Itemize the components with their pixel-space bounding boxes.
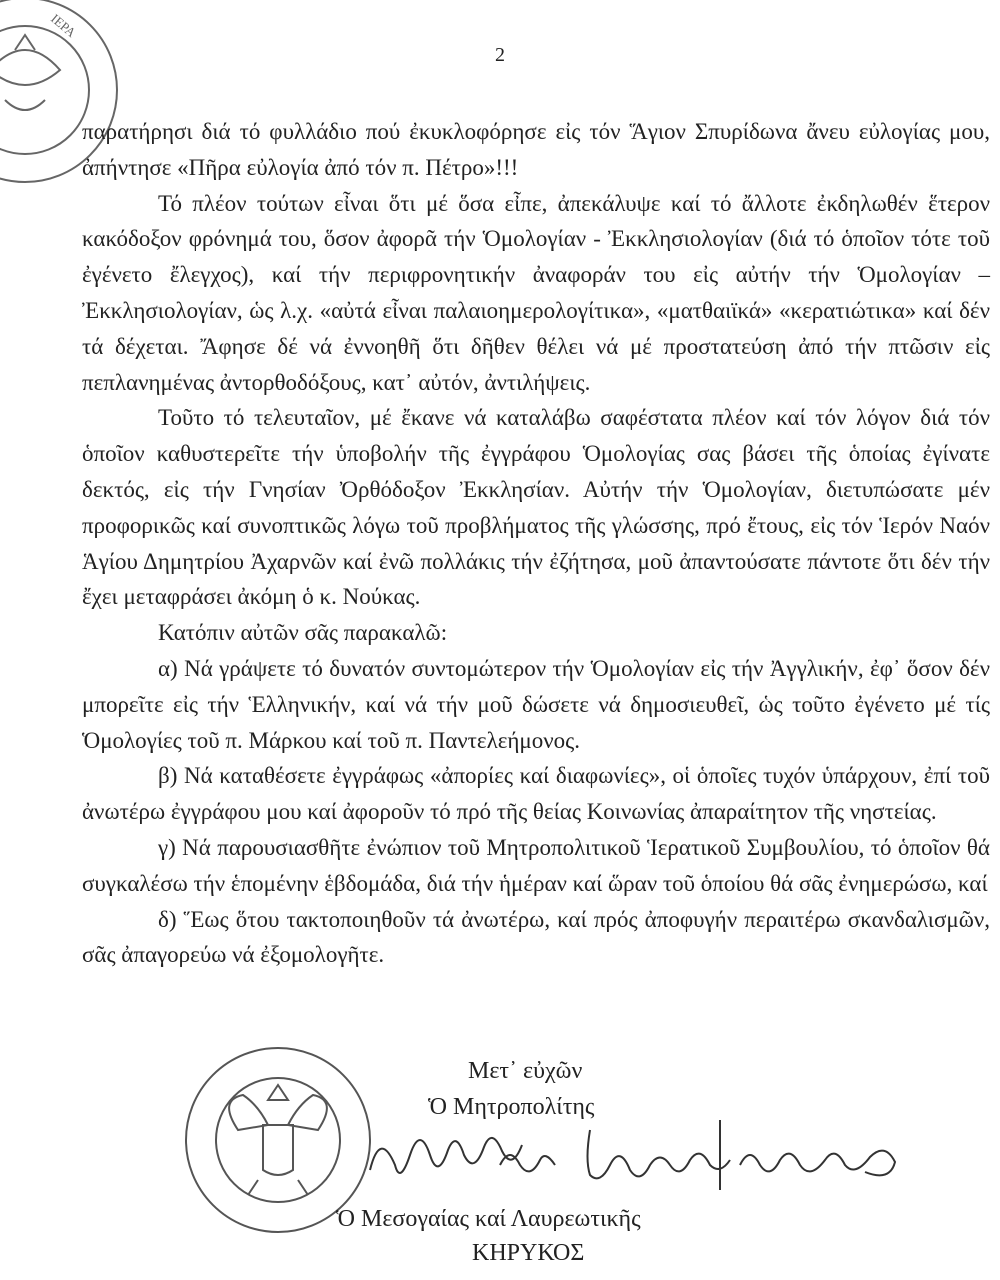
closing-greeting: Μετ᾽ εὐχῶν	[468, 1058, 583, 1084]
letter-body	[82, 114, 990, 973]
closing-name: ΚΗΡΥΚΟΣ	[472, 1240, 585, 1266]
request-item-a: α) Νά γράψετε τό δυνατόν συντομώτερον τήν Ὁμολογίαν εἰς τήν Ἀγγλικήν, ἐφ᾽ ὅσον δέν μπορεῖτε εἰς τήν Ἑλληνικήν, καί νά τήν μοῦ δώσετε νά δημοσιευθεῖ, ὡς τοῦτο ἐγένετο μέ τίς Ὁμολογίες τοῦ π. Μάρκου καί τοῦ π. Παντελεήμονος.	[82, 655, 990, 753]
request-item-d: δ) Ἕως ὅτου τακτοποιηθοῦν τά ἀνωτέρω, καί πρός ἀποφυγήν περαιτέρω σκανδαλισμῶν, σᾶς ἀπαγορεύω νά ἐξομολογῆτε.	[82, 906, 990, 968]
closing-see: Ὁ Μεσογαίας καί Λαυρεωτικῆς	[336, 1206, 641, 1232]
request-item-c: γ) Νά παρουσιασθῆτε ἐνώπιον τοῦ Μητροπολιτικοῦ Ἱερατικοῦ Συμβουλίου, τό ὁποῖον θά συγκαλέσω τήν ἑπομένην ἑβδομάδα, διά τήν ἡμέραν καί ὥραν τοῦ ὁποίου θά σᾶς ἐνημερώσω, καί	[82, 834, 990, 896]
paragraph-continuation: παρατήρησι διά τό φυλλάδιο πού ἐκυκλοφόρησε εἰς τόν Ἅγιον Σπυρίδωνα ἄνευ εὐλογίας μου, ἀπήντησε «Πῆρα εὐλογία ἀπό τόν π. Πέτρο»!!!	[82, 119, 990, 180]
paragraph-request-intro: Κατόπιν αὐτῶν σᾶς παρακαλῶ:	[158, 620, 448, 646]
handwritten-signature	[360, 1110, 950, 1210]
closing-title: Ὁ Μητροπολίτης	[428, 1094, 595, 1120]
paragraph-2: Τό πλέον τούτων εἶναι ὅτι μέ ὅσα εἶπε, ἀπεκάλυψε καί τό ἄλλοτε ἐκδηλωθέν ἕτερον κακόδοξον φρόνημά του, ὅσον ἀφορᾶ τήν Ὁμολογίαν - Ἐκκλησιολογίαν (διά τό ὁποῖον τότε τοῦ ἐγένετο ἔλεγχος), καί τήν περιφρονητικήν ἀναφοράν του εἰς αὐτήν τήν Ὁμολογίαν – Ἐκκλησιολογίαν, ὡς λ.χ. «αὐτά εἶναι παλαιοημερολογίτικα», «ματθαιϊκά» «κερατιώτικα» καί δέν τά δέχεται. Ἄφησε δέ νά ἐννοηθῆ ὅτι δῆθεν θέλει νά μέ προστατεύση ἀπό τήν πτῶσιν εἰς πεπλανημένας ἀντορθοδόξους, κατ᾽ αὐτόν, ἀντιλήψεις.	[82, 190, 990, 395]
paragraph-3: Τοῦτο τό τελευταῖον, μέ ἔκανε νά καταλάβω σαφέστατα πλέον καί τόν λόγον διά τόν ὁποῖον καθυστερεῖτε τήν ὑποβολήν τῆς ἐγγράφου Ὁμολογίας σας βάσει τῆς ὁποίας ἐγίνατε δεκτός, εἰς τήν Γνησίαν Ὀρθόδοξον Ἐκκλησίαν. Αὐτήν τήν Ὁμολογίαν, διετυπώσατε μέν προφορικῶς καί συνοπτικῶς λόγω τοῦ προβλήματος τῆς γλώσσης, πρό ἔτους, εἰς τόν Ἱερόν Ναόν Ἁγίου Δημητρίου Ἀχαρνῶν καί ἐνῶ πολλάκις τήν ἐζήτησα, μοῦ ἀπαντούσατε πάντοτε ὅτι δέν τήν ἔχει μεταφράσει ἀκόμη ὁ κ. Νούκας.	[82, 405, 990, 610]
page-number: 2	[495, 44, 505, 66]
svg-text:ΙΕΡΑ: ΙΕΡΑ	[48, 10, 79, 41]
request-item-b: β) Νά καταθέσετε ἐγγράφως «ἀπορίες καί διαφωνίες», οἱ ὁποῖες τυχόν ὑπάρχουν, ἐπί τοῦ ἀνωτέρω ἐγγράφου μου καί ἀφοροῦν τό πρό τῆς θείας Κοινωνίας ἀπαραίτητον τῆς νηστείας.	[82, 763, 990, 825]
